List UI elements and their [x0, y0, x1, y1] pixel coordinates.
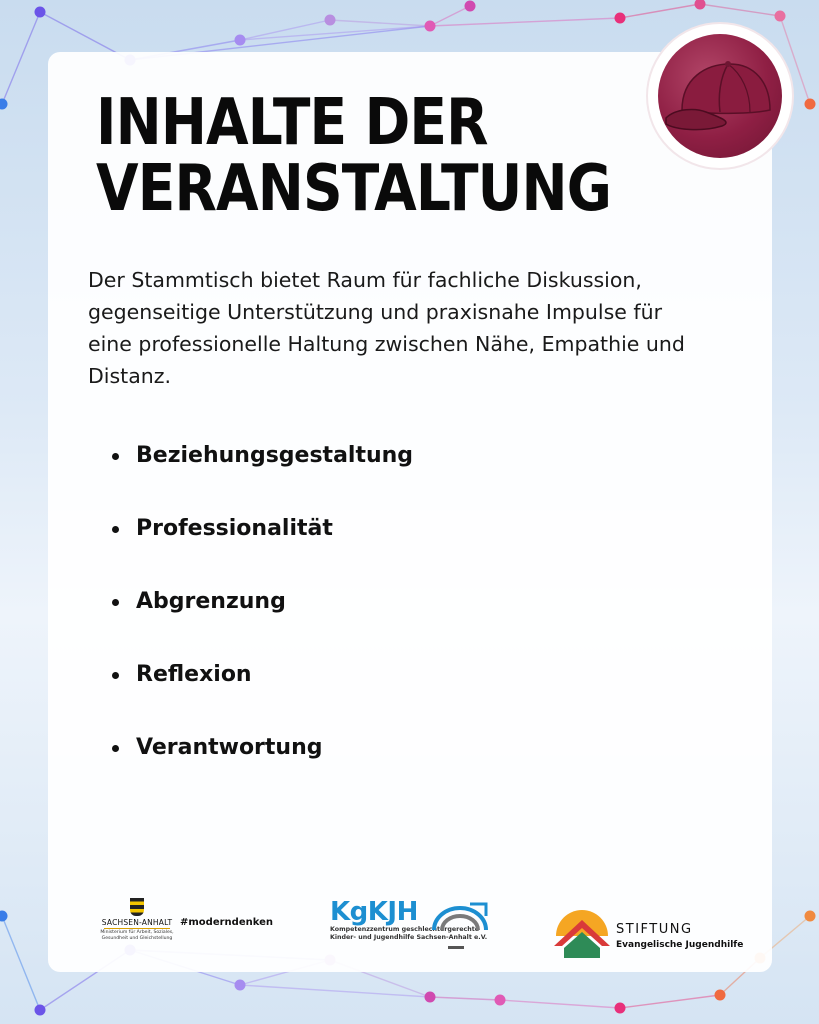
network-edge [430, 997, 500, 1000]
network-node [325, 15, 336, 26]
network-edge [700, 4, 780, 16]
network-edge [2, 12, 40, 104]
hashtag-label: #moderndenken [180, 917, 274, 928]
network-node [235, 980, 246, 991]
topic-item: Reflexion [112, 657, 413, 730]
kgkjh-subtitle-1: Kompetenzzentrum geschlechtergerechte [330, 926, 480, 933]
stiftung-mark-icon [552, 906, 612, 962]
topic-item: Abgrenzung [112, 584, 413, 657]
topic-list [112, 438, 413, 803]
kgkjh-subtitle-2: Kinder- und Jugendhilfe Sachsen-Anhalt e.V. [330, 934, 488, 941]
network-node [0, 99, 8, 110]
topic-item: Verantwortung [112, 730, 413, 803]
network-node [235, 35, 246, 46]
network-edge [620, 995, 720, 1008]
network-edge [330, 20, 430, 26]
intro-text: Der Stammtisch bietet Raum für fachliche Diskussion, gegenseitige Unterstützung und praxisnahe Impulse für eine professionelle Haltung zwischen Nähe, Empathie und Distanz. [88, 268, 685, 388]
network-edge [620, 4, 700, 18]
network-node [715, 990, 726, 1001]
network-node [425, 21, 436, 32]
kgkjh-name: KgKJH [330, 897, 418, 927]
title-line-2: VERANSTALTUNG [96, 152, 612, 226]
network-node [35, 1005, 46, 1016]
network-node [495, 995, 506, 1006]
sachsen-anhalt-logo [100, 898, 174, 941]
ministry-name: Ministerium für Arbeit, Soziales, Gesundheit und Gleichstellung [100, 930, 174, 941]
baseball-cap-icon [662, 52, 780, 144]
sachsen-anhalt-rule [104, 928, 170, 929]
cap-badge [648, 24, 792, 168]
network-node [805, 99, 816, 110]
topic-item: Professionalität [112, 511, 413, 584]
stiftung-line-2: Evangelische Jugendhilfe [616, 940, 744, 950]
sachsen-anhalt-name: SACHSEN-ANHALT [101, 918, 173, 927]
network-edge [430, 18, 620, 26]
kgkjh-logo [330, 898, 500, 949]
coat-of-arms-icon [130, 898, 144, 916]
network-node [35, 7, 46, 18]
network-node [465, 1, 476, 12]
page-title [96, 86, 612, 226]
network-node [615, 1003, 626, 1014]
network-edge [500, 1000, 620, 1008]
network-edge [430, 6, 470, 26]
network-node [775, 11, 786, 22]
network-node [425, 992, 436, 1003]
footer-logos [0, 890, 819, 970]
topic-item: Beziehungsgestaltung [112, 438, 413, 511]
network-node [615, 13, 626, 24]
title-line-1: INHALTE DER [96, 86, 488, 160]
stiftung-line-1: STIFTUNG [616, 922, 693, 937]
kgkjh-bar [448, 946, 464, 949]
arc-icon [430, 902, 490, 932]
network-node [695, 0, 706, 10]
